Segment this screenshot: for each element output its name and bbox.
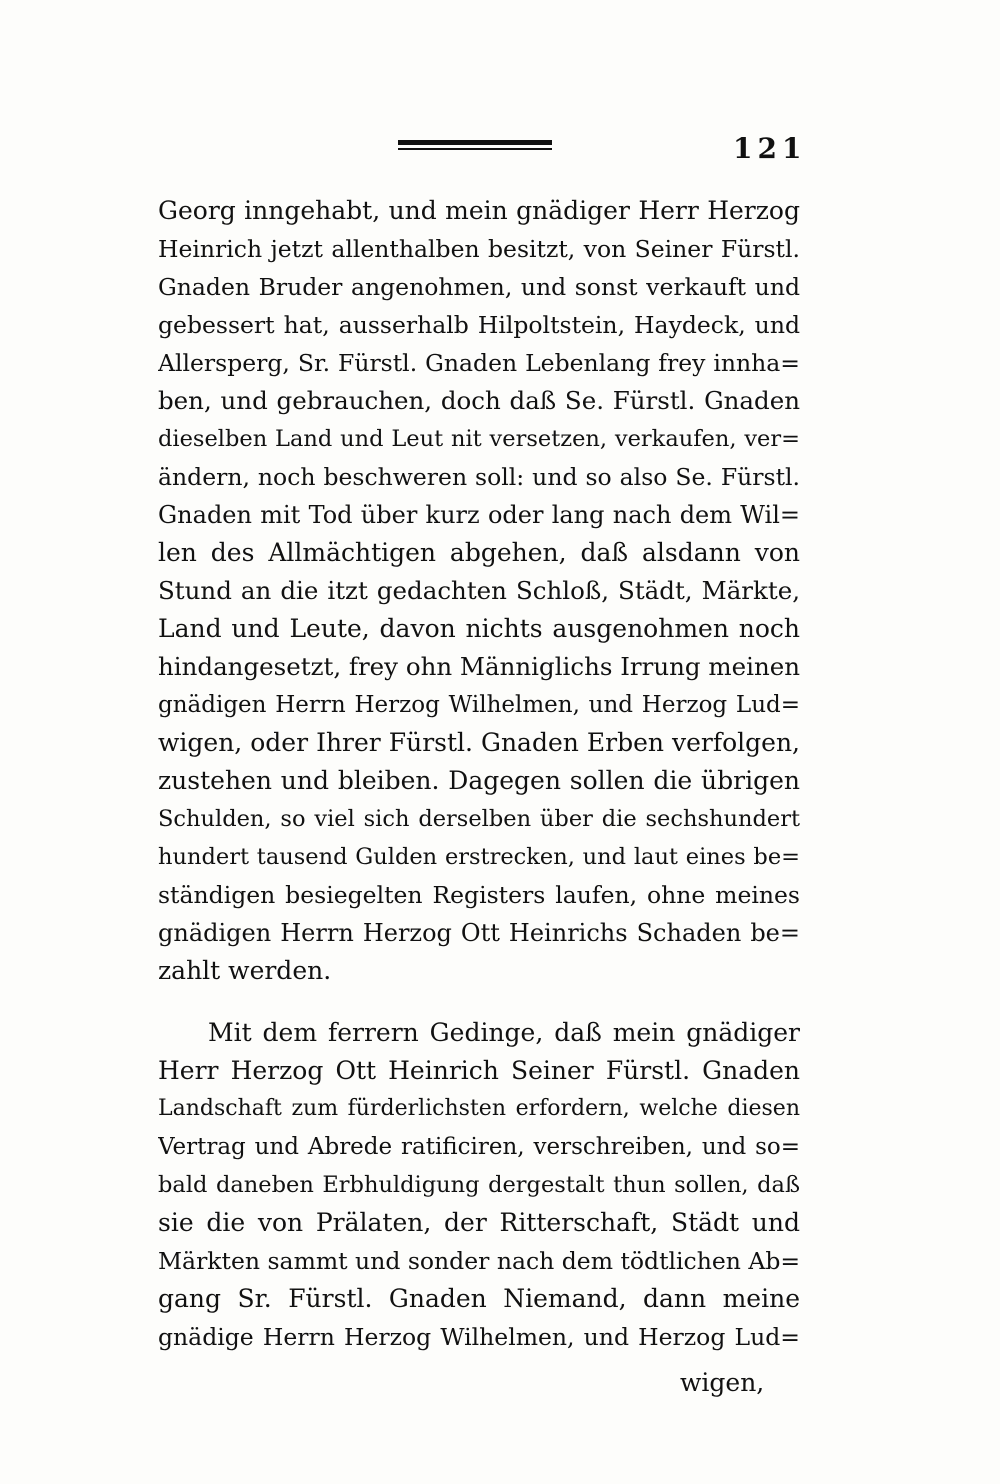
text-line: Heinrich jetzt allenthalben besitzt, von Seiner Fürstl. bbox=[158, 235, 800, 263]
text-line: hindangesetzt, frey ohn Männiglichs Irrung meinen bbox=[158, 652, 800, 681]
text-line: gnädigen Herrn Herzog Ott Heinrichs Schaden be= bbox=[158, 919, 800, 947]
page-number: 121 bbox=[733, 132, 807, 165]
text-line: Vertrag und Abrede ratificiren, verschreiben, und so= bbox=[158, 1134, 800, 1160]
text-line: len des Allmächtigen abgehen, daß alsdann von bbox=[158, 538, 800, 567]
text-line: ben, und gebrauchen, doch daß Se. Fürstl. Gnaden bbox=[158, 386, 800, 415]
text-line: sie die von Prälaten, der Ritterschaft, Städt und bbox=[158, 1208, 800, 1237]
text-line: gnädigen Herrn Herzog Wilhelmen, und Herzog Lud= bbox=[158, 692, 800, 718]
text-line: ändern, noch beschweren soll: und so also Se. Fürstl. bbox=[158, 463, 800, 491]
text-line: bald daneben Erbhuldigung dergestalt thun sollen, daß bbox=[158, 1172, 800, 1198]
text-line: Land und Leute, davon nichts ausgenohmen noch bbox=[158, 614, 800, 643]
text-line: Allersperg, Sr. Fürstl. Gnaden Lebenlang frey innha= bbox=[158, 349, 800, 377]
header-rule-thick bbox=[398, 140, 552, 145]
header-rule-thin bbox=[398, 148, 552, 150]
text-line: wigen, oder Ihrer Fürstl. Gnaden Erben verfolgen, bbox=[158, 728, 800, 757]
text-line: zustehen und bleiben. Dagegen sollen die übrigen bbox=[158, 766, 800, 795]
text-line: Mit dem ferrern Gedinge, daß mein gnädiger bbox=[208, 1018, 800, 1047]
text-line: gnädige Herrn Herzog Wilhelmen, und Herzog Lud= bbox=[158, 1323, 800, 1351]
text-line: Stund an die itzt gedachten Schloß, Städt, Märkte, bbox=[158, 576, 800, 605]
text-line: Märkten sammt und sonder nach dem tödtlichen Ab= bbox=[158, 1247, 800, 1275]
text-line: gebessert hat, ausserhalb Hilpoltstein, Haydeck, und bbox=[158, 311, 800, 339]
text-line: Landschaft zum fürderlichsten erfordern, welche diesen bbox=[158, 1096, 800, 1121]
text-line: Georg inngehabt, und mein gnädiger Herr Herzog bbox=[158, 196, 800, 225]
text-line: Schulden, so viel sich derselben über die sechshundert bbox=[158, 806, 800, 832]
text-line: zahlt werden. bbox=[158, 956, 332, 985]
text-line: hundert tausend Gulden erstrecken, und laut eines be= bbox=[158, 844, 800, 870]
text-line: Gnaden mit Tod über kurz oder lang nach dem Wil= bbox=[158, 501, 800, 529]
text-line: dieselben Land und Leut nit versetzen, verkaufen, ver= bbox=[158, 426, 800, 452]
text-line: gang Sr. Fürstl. Gnaden Niemand, dann meine bbox=[158, 1284, 800, 1313]
text-line: Gnaden Bruder angenohmen, und sonst verkauft und bbox=[158, 273, 800, 301]
header-rule bbox=[398, 140, 552, 154]
text-line: Herr Herzog Ott Heinrich Seiner Fürstl. Gnaden bbox=[158, 1056, 800, 1085]
catchword: wigen, bbox=[680, 1368, 765, 1397]
text-line: ständigen besiegelten Registers laufen, ohne meines bbox=[158, 881, 800, 909]
